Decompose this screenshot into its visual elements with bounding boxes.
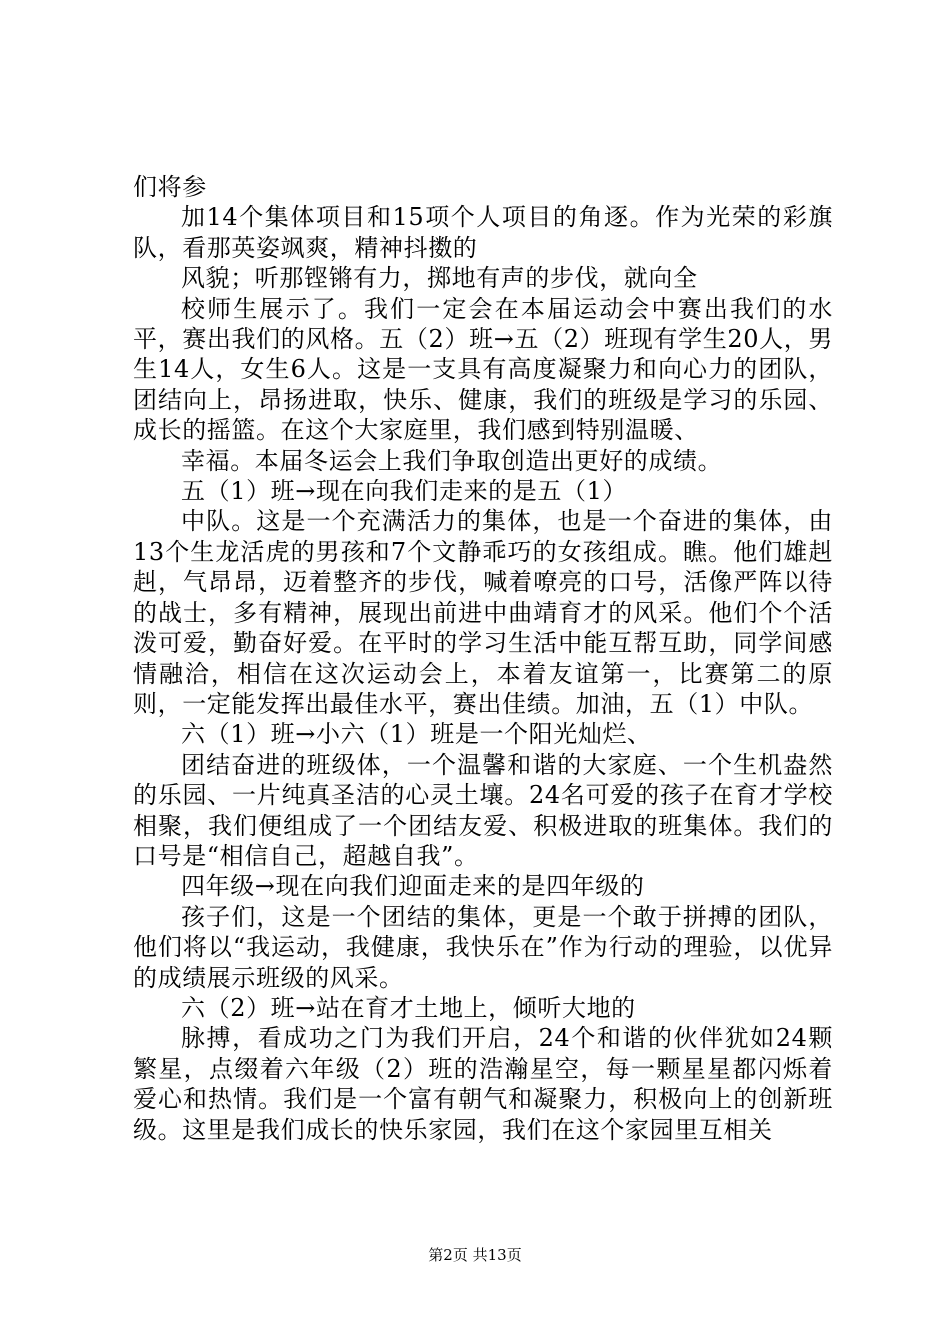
paragraph: 加14个集体项目和15项个人项目的角逐。作为光荣的彩旗队，看那英姿飒爽，精神抖擞的 xyxy=(133,203,833,262)
page-number: 第2页 共13页 xyxy=(428,1246,522,1264)
paragraph: 孩子们，这是一个团结的集体，更是一个敢于拼搏的团队，他们将以“我运动，我健康，我快乐在”作为行动的理验，以优异的成绩展示班级的风采。 xyxy=(133,902,833,992)
paragraph: 们将参 xyxy=(133,173,207,201)
paragraph: 六（2）班→站在育才土地上，倾听大地的 xyxy=(181,993,636,1022)
paragraph: 四年级→现在向我们迎面走来的是四年级的 xyxy=(181,872,645,901)
paragraph: 六（1）班→小六（1）班是一个阳光灿烂、 xyxy=(181,720,652,749)
paragraph: 风貌；听那铿锵有力，掷地有声的步伐，就向全 xyxy=(181,264,698,293)
paragraph: 五（1）班→现在向我们走来的是五（1） xyxy=(181,477,628,506)
page-footer xyxy=(0,1245,950,1265)
paragraph: 团结奋进的班级体，一个温馨和谐的大家庭、一个生机盎然的乐园、一片纯真圣洁的心灵土壤。24名可爱的孩子在育才学校相聚，我们便组成了一个团结友爱、积极进取的班集体。我们的口号是“相信自己，超越自我”。 xyxy=(133,750,833,870)
document-body xyxy=(133,172,833,1145)
paragraph: 幸福。本届冬运会上我们争取创造出更好的成绩。 xyxy=(181,446,723,475)
paragraph: 校师生展示了。我们一定会在本届运动会中赛出我们的水平，赛出我们的风格。五（2）班→五（2）班现有学生20人，男生14人，女生6人。这是一支具有高度凝聚力和向心力的团队，团结向上，昂扬进取，快乐、健康，我们的班级是学习的乐园、成长的摇篮。在这个大家庭里，我们感到特别温暖、 xyxy=(133,294,833,445)
paragraph: 脉搏，看成功之门为我们开启，24个和谐的伙伴犹如24颗繁星，点缀着六年级（2）班的浩瀚星空，每一颗星星都闪烁着爱心和热情。我们是一个富有朝气和凝聚力，积极向上的创新班级。这里是我们成长的快乐家园，我们在这个家园里互相关 xyxy=(133,1024,833,1144)
paragraph: 中队。这是一个充满活力的集体，也是一个奋进的集体，由13个生龙活虎的男孩和7个文静乖巧的女孩组成。瞧。他们雄赳赳，气昂昂，迈着整齐的步伐，喊着嘹亮的口号，活像严阵以待的战士，多有精神，展现出前进中曲靖育才的风采。他们个个活泼可爱，勤奋好爱。在平时的学习生活中能互帮互助，同学间感情融洽，相信在这次运动会上，本着友谊第一，比赛第二的原则，一定能发挥出最佳水平，赛出佳绩。加油，五（1）中队。 xyxy=(133,507,833,718)
